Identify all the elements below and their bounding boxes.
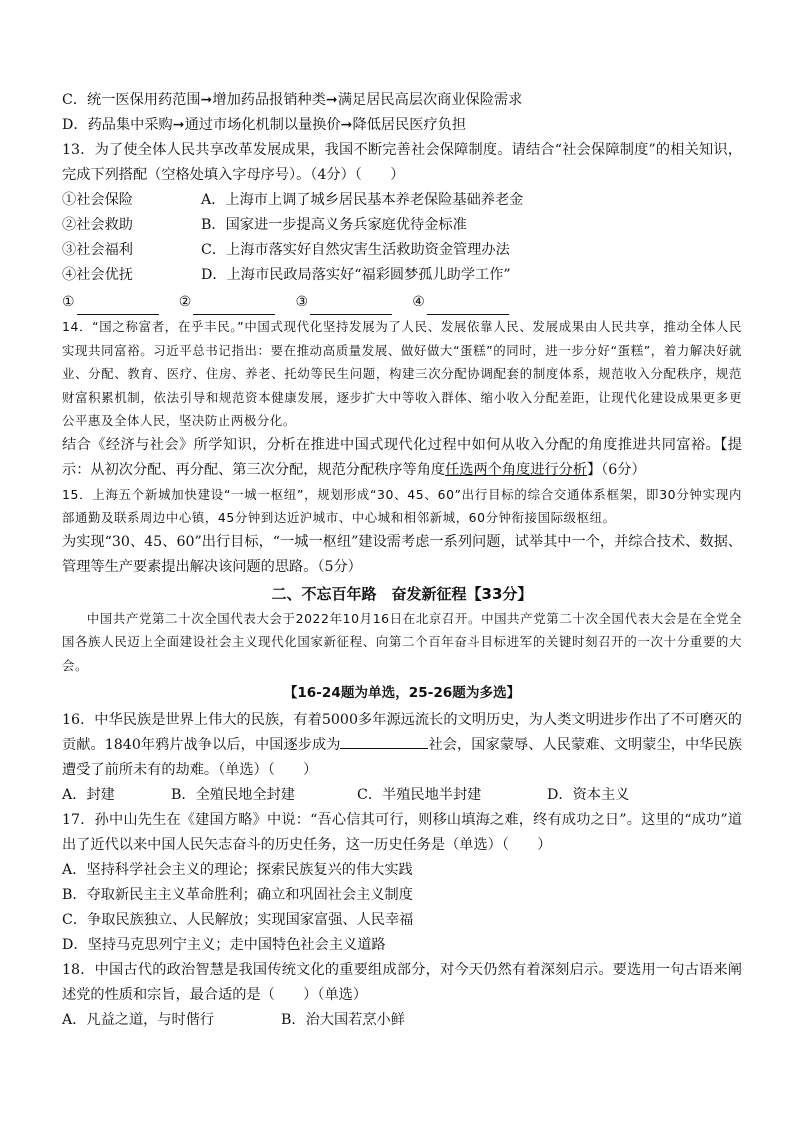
q13-stem: 13．为了使全体人民共享改革发展成果，我国不断完善社会保障制度。请结合“社会保障制度”的相关知识，完成下列搭配（空格处填入字母序号）。（4分）（ ） (62, 142, 742, 183)
q13-pair-left: ①社会保险 (62, 192, 133, 208)
section-intro: 中国共产党第二十次全国代表大会于2022年10月16日在北京召开。中国共产党第二十次全国代表大会是在全党全国各族人民迈上全面建设社会主义现代化国家新征程、向第二个百年奋斗目标进军的关键时刻召开的一次十分重要的大会。 (62, 610, 742, 673)
q13-pair (62, 238, 742, 263)
q17-stem: 17．孙中山先生在《建国方略》中说：“吾心信其可行，则移山填海之难，终有成功之日”。这里的“成功”道出了近代以来中国人民矢志奋斗的历史任务，这一历史任务是（单选）（ ） (62, 812, 742, 853)
q16-option[interactable]: A．封建 (62, 787, 115, 803)
answer-blank-line[interactable] (310, 298, 392, 315)
q13-pair (62, 213, 742, 238)
q16-stem-text: 社会，国家蒙辱、人民蒙难、文明蒙尘，中华民族遭受了前所未有的劫难。（单选）（ ） (62, 737, 742, 778)
answer-blank-line[interactable] (77, 298, 159, 315)
q13-blank-label: ① (62, 294, 75, 310)
q13-blank[interactable] (179, 290, 276, 315)
q13-blank-label: ② (178, 294, 192, 310)
q18-option[interactable]: B．治大国若烹小鲜 (281, 1012, 405, 1028)
section-title: 二、不忘百年路 奋发新征程【33分】 (271, 584, 533, 603)
q13-blank[interactable] (412, 290, 509, 315)
q13-blank[interactable] (62, 290, 159, 315)
q18-option[interactable]: A．凡益之道，与时偕行 (62, 1012, 215, 1028)
q13-pair-left: ③社会福利 (62, 242, 133, 258)
q15-question: 为实现“30、45、60”出行目标，“一城一枢纽”建设需考虑一系列问题，试举其中一个，并综合技术、数据、管理等生产要素提出解决该问题的思路。（5分） (62, 533, 742, 575)
q16-option[interactable]: C．半殖民地半封建 (357, 787, 482, 803)
q13-matching-list (62, 188, 742, 288)
q13-pair-right: C．上海市落实好自然灾害生活救助资金管理办法 (201, 242, 510, 258)
answer-blank-line[interactable] (340, 734, 428, 749)
q15-material: 15．上海五个新城加快建设“一城一枢纽”，规划形成“30、45、60”出行目标的综合交通体系框架，即30分钟实现内部通勤及联系周边中心镇，45分钟到达近沪城市、中心城和相邻新城，60分钟衔接国际级枢纽。 (62, 486, 742, 525)
q13-pair-right: A．上海市上调了城乡居民基本养老保险基础养老金 (201, 192, 524, 208)
q14-question-underlined: 任选两个角度进行分析 (445, 461, 587, 478)
q16-option[interactable]: D．资本主义 (547, 787, 630, 803)
q13-pair (62, 263, 742, 288)
q13-pair-left: ②社会救助 (62, 217, 133, 233)
q17-option[interactable]: A．坚持科学社会主义的理论；探索民族复兴的伟大实践 (62, 862, 413, 878)
q13-pair (62, 188, 742, 213)
q16-options (62, 783, 742, 808)
q17-option[interactable]: D．坚持马克思列宁主义；走中国特色社会主义道路 (62, 937, 386, 953)
q16-option[interactable]: B．全殖民地全封建 (171, 787, 295, 803)
q18-options (62, 1008, 742, 1033)
q16-stem (62, 708, 742, 783)
q13-pair-left: ④社会优抚 (62, 267, 133, 283)
q14-material: 14．“国之称富者，在乎丰民。”中国式现代化坚持发展为了人民、发展依靠人民、发展成果由人民共享，推动全体人民实现共同富裕。习近平总书记指出：要在推动高质量发展、做好做大“蛋糕”的同时，进一步分好“蛋糕”，着力解决好就业、分配、教育、医疗、住房、养老、托幼等民生问题，构建三次分配协调配套的制度体系，规范收入分配秩序，规范财富积累机制，依法引导和规范资本健康发展，逐步扩大中等收入群体、缩小收入分配差距，让现代化建设成果更多更公平惠及全体人民，坚决防止两极分化。 (62, 319, 742, 428)
answer-blank-line[interactable] (427, 298, 509, 315)
q14-question (62, 433, 742, 483)
q13-blank[interactable] (295, 290, 392, 315)
q16-stem-text: 16．中华民族是世界上伟大的民族，有着5000多年源远流长的文明历史，为人类文明进步作出了不可磨灭的贡献。1840年鸦片战争以后，中国逐步成为 (62, 712, 742, 753)
q18-stem: 18．中国古代的政治智慧是我国传统文化的重要组成部分，对今天仍然有着深刻启示。要选用一句古语来阐述党的性质和宗旨，最合适的是（ ）（单选） (62, 962, 742, 1003)
q13-pair-right: B．国家进一步提高义务兵家庭优待金标准 (201, 217, 467, 233)
q14-question-score: 】（6分） (586, 461, 646, 478)
q13-pair-right: D．上海市民政局落实好“福彩圆梦孤儿助学工作” (201, 267, 511, 283)
exam-page (62, 88, 742, 1033)
q14-question-text: 结合《经济与社会》所学知识，分析在推进中国式现代化过程中如何从收入分配的角度推进共同富裕。【提示：从初次分配、再分配、第三次分配，规范分配秩序等角度 (62, 436, 742, 478)
section-subtitle: 【16-24题为单选，25-26题为多选】 (283, 685, 521, 701)
q13-blank-label: ③ (295, 294, 309, 310)
q13-blank-label: ④ (412, 294, 425, 310)
q13-answer-blanks (62, 290, 742, 315)
q12-option-c: C．统一医保用药范围➞增加药品报销种类➞满足居民高层次商业保险需求 (62, 92, 523, 108)
answer-blank-line[interactable] (193, 298, 275, 315)
q17-option[interactable]: B．夺取新民主主义革命胜利；确立和巩固社会主义制度 (62, 887, 413, 903)
q17-option[interactable]: C．争取民族独立、人民解放；实现国家富强、人民幸福 (62, 912, 414, 928)
q12-option-d: D．药品集中采购➞通过市场化机制以量换价➞降低居民医疗负担 (62, 117, 467, 133)
